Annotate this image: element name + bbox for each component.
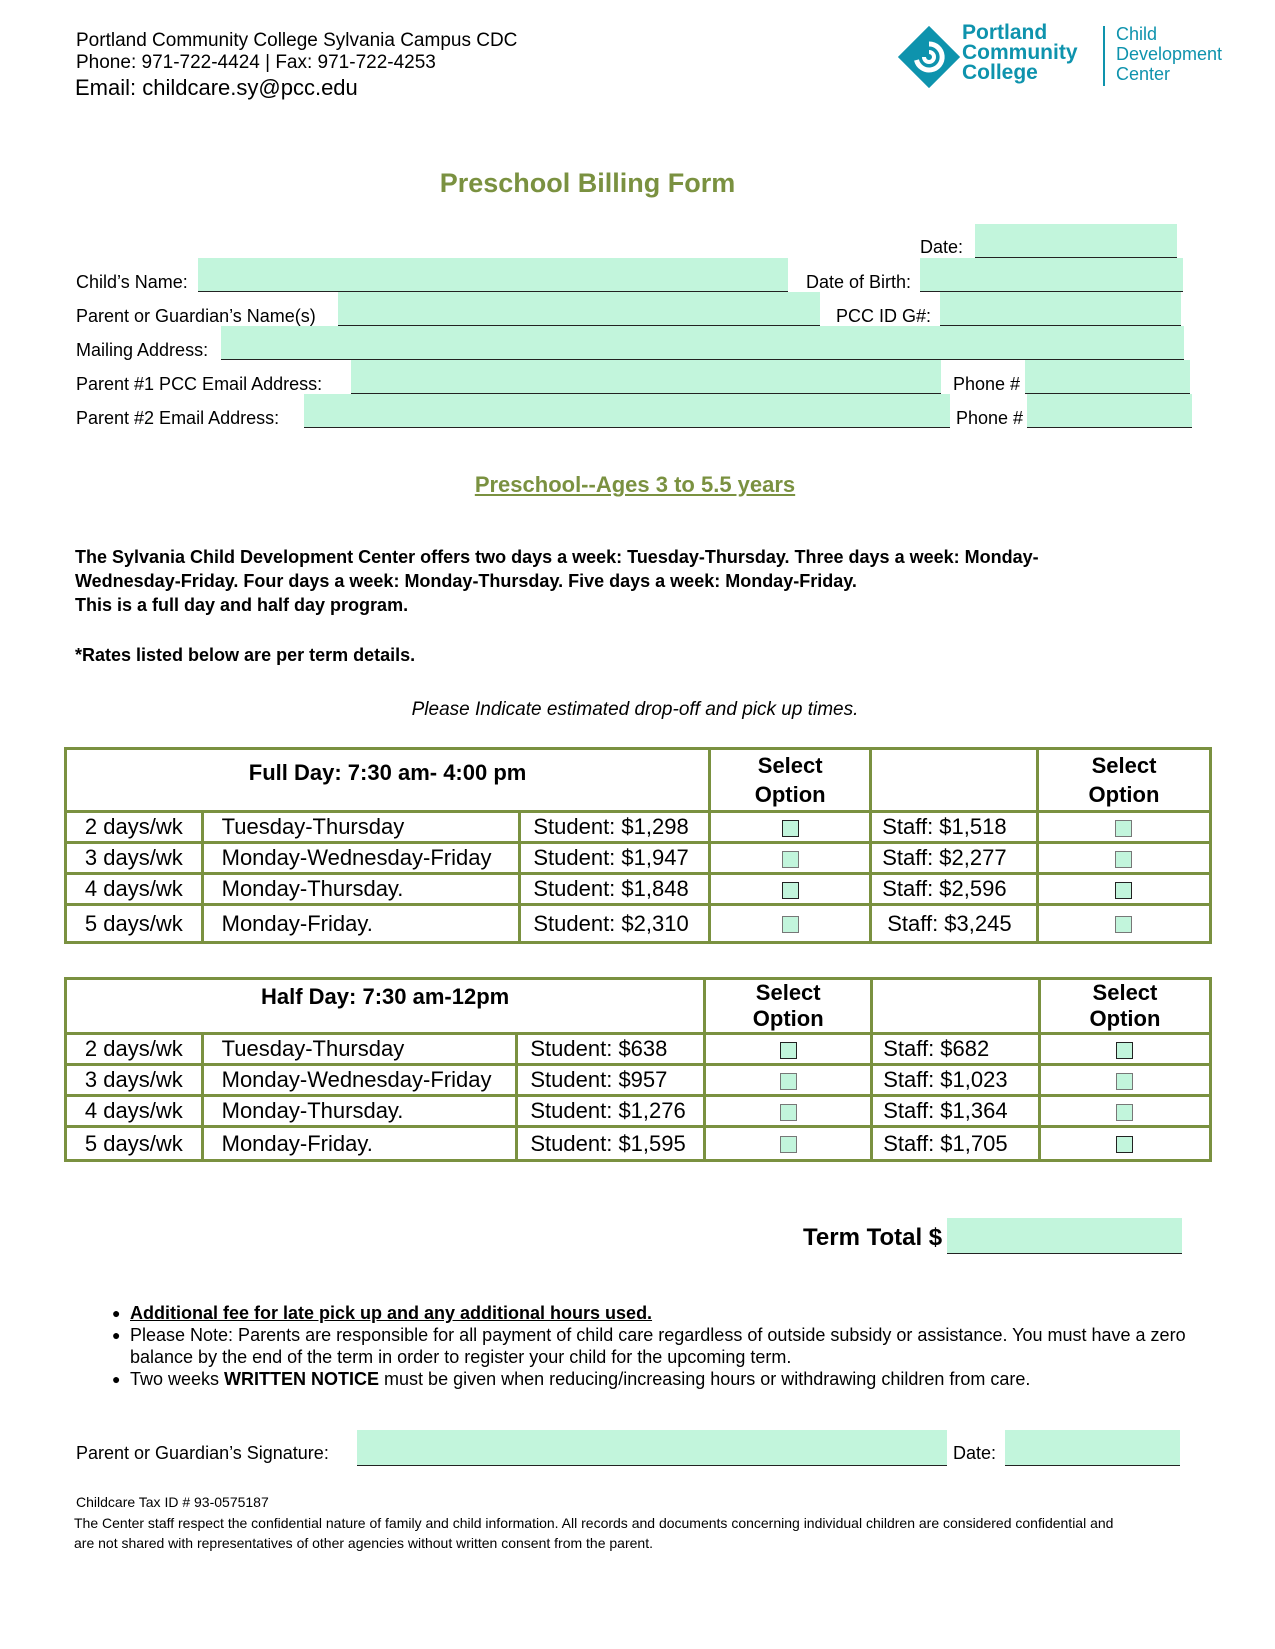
staff-rate-cell: Staff: $2,277 (871, 843, 1038, 874)
half-day-blank-header (872, 979, 1040, 1034)
dob-label: Date of Birth: (806, 272, 912, 292)
pcc-id-field[interactable] (940, 292, 1181, 326)
phone1-field[interactable] (1025, 360, 1190, 394)
days-cell: 2 days/wk (66, 812, 203, 843)
staff-rate-cell: Staff: $1,023 (872, 1065, 1040, 1096)
intro-line-1: The Sylvania Child Development Center offers two days a week: Tuesday-Thursday. Three days a week: Monday- (75, 547, 1039, 567)
half-day-header-row (66, 979, 1211, 1034)
half-day-header: Half Day: 7:30 am-12pm (66, 979, 705, 1034)
student-checkbox[interactable] (780, 1104, 797, 1121)
parent1-email-label: Parent #1 PCC Email Address: (76, 374, 323, 394)
days-cell: 3 days/wk (66, 843, 203, 874)
logo-mark-icon (898, 26, 960, 88)
logo-text-3: College (962, 61, 1038, 84)
table-row (66, 1065, 1211, 1096)
staff-rate-cell: Staff: $1,705 (872, 1127, 1040, 1161)
student-rate-cell: Student: $638 (517, 1034, 705, 1065)
notes-list (112, 1302, 1192, 1390)
logo-sub-3: Center (1116, 64, 1171, 84)
schedule-cell: Monday-Wednesday-Friday (202, 843, 520, 874)
staff-checkbox[interactable] (1115, 851, 1132, 868)
logo-sub-2: Development (1116, 44, 1223, 64)
days-cell: 4 days/wk (66, 1096, 203, 1127)
note-payment: ● Please Note: Parents are responsible for all payment of child care regardless of outside subsidy or assistance. You must have a zero balance by the end of the term in order to register your child for the upcoming term. (112, 1324, 1192, 1368)
header-line-1: Portland Community College Sylvania Campus CDC (76, 30, 518, 51)
days-cell: 4 days/wk (66, 874, 203, 905)
half-day-select-header-2: Select Option (1039, 979, 1210, 1034)
table-row (66, 843, 1211, 874)
mailing-field[interactable] (221, 326, 1184, 360)
intro-paragraph (75, 545, 1039, 617)
rates-note: *Rates listed below are per term details. (75, 645, 416, 665)
student-rate-cell: Student: $1,947 (520, 843, 710, 874)
student-checkbox[interactable] (780, 1073, 797, 1090)
student-checkbox[interactable] (782, 820, 799, 837)
table-row (66, 905, 1211, 943)
parent-name-label: Parent or Guardian’s Name(s) (76, 306, 316, 326)
intro-line-3: This is a full day and half day program. (75, 595, 409, 615)
mailing-label: Mailing Address: (76, 340, 209, 360)
staff-checkbox[interactable] (1115, 820, 1132, 837)
staff-rate-cell: Staff: $1,518 (871, 812, 1038, 843)
pcc-logo (898, 21, 1238, 88)
intro-line-2: Wednesday-Friday. Four days a week: Monday-Thursday. Five days a week: Monday-Friday. (75, 571, 857, 591)
schedule-cell: Monday-Friday. (202, 1127, 517, 1161)
signature-date-field[interactable] (1005, 1430, 1180, 1466)
student-checkbox[interactable] (782, 851, 799, 868)
tax-id: Childcare Tax ID # 93-0575187 (76, 1494, 269, 1510)
student-rate-cell: Student: $2,310 (520, 905, 710, 943)
section-title: Preschool--Ages 3 to 5.5 years (474, 472, 796, 497)
table-row (66, 1127, 1211, 1161)
staff-checkbox[interactable] (1116, 1073, 1133, 1090)
parent2-email-label: Parent #2 Email Address: (76, 408, 280, 428)
term-total-label: Term Total $ (803, 1224, 943, 1251)
page-title: Preschool Billing Form (439, 168, 736, 198)
full-day-table (64, 747, 1212, 944)
full-day-header-row (66, 749, 1211, 812)
staff-checkbox[interactable] (1115, 882, 1132, 899)
signature-field[interactable] (357, 1430, 947, 1466)
days-cell: 2 days/wk (66, 1034, 203, 1065)
phone1-label: Phone # (953, 374, 1021, 394)
table-row (66, 874, 1211, 905)
term-total-field[interactable] (947, 1218, 1182, 1254)
schedule-cell: Tuesday-Thursday (202, 812, 520, 843)
schedule-cell: Tuesday-Thursday (202, 1034, 517, 1065)
days-cell: 5 days/wk (66, 1127, 203, 1161)
logo-divider (1103, 26, 1105, 86)
half-day-select-header-1: Select Option (705, 979, 872, 1034)
schedule-cell: Monday-Wednesday-Friday (202, 1065, 517, 1096)
schedule-cell: Monday-Thursday. (202, 1096, 517, 1127)
staff-rate-cell: Staff: $1,364 (872, 1096, 1040, 1127)
staff-rate-cell: Staff: $2,596 (871, 874, 1038, 905)
staff-rate-cell: Staff: $3,245 (871, 905, 1038, 943)
times-note: Please Indicate estimated drop-off and pick up times. (411, 699, 859, 720)
full-day-header: Full Day: 7:30 am- 4:00 pm (66, 749, 710, 812)
student-checkbox[interactable] (782, 882, 799, 899)
phone2-field[interactable] (1027, 394, 1192, 428)
staff-checkbox[interactable] (1116, 1136, 1133, 1153)
half-day-table (64, 977, 1212, 1162)
full-day-select-header-2: Select Option (1037, 749, 1210, 812)
table-row (66, 1034, 1211, 1065)
table-row (66, 1096, 1211, 1127)
staff-rate-cell: Staff: $682 (872, 1034, 1040, 1065)
child-name-label: Child’s Name: (76, 272, 188, 292)
student-rate-cell: Student: $957 (517, 1065, 705, 1096)
full-day-select-header-1: Select Option (710, 749, 871, 812)
days-cell: 5 days/wk (66, 905, 203, 943)
logo-text-1: Portland (962, 21, 1048, 44)
staff-checkbox[interactable] (1115, 916, 1132, 933)
student-rate-cell: Student: $1,848 (520, 874, 710, 905)
parent2-email-field[interactable] (304, 394, 950, 428)
student-checkbox[interactable] (782, 916, 799, 933)
student-rate-cell: Student: $1,298 (520, 812, 710, 843)
schedule-cell: Monday-Friday. (202, 905, 520, 943)
child-name-field[interactable] (198, 258, 788, 292)
note-written-notice: ● Two weeks WRITTEN NOTICE must be given when reducing/increasing hours or withdrawing children from care. (112, 1368, 1192, 1390)
schedule-cell: Monday-Thursday. (202, 874, 520, 905)
date-field[interactable] (975, 224, 1177, 258)
student-checkbox[interactable] (780, 1136, 797, 1153)
pcc-id-label: PCC ID G#: (836, 306, 932, 326)
staff-checkbox[interactable] (1116, 1104, 1133, 1121)
confidentiality-note: The Center staff respect the confidential nature of family and child information. All records and documents concerning individual children are considered confidential and are not shared with representatives of other agencies without written consent from the parent. (74, 1515, 1114, 1551)
phone2-label: Phone # (956, 408, 1024, 428)
signature-date-label: Date: (953, 1443, 997, 1463)
staff-checkbox[interactable] (1116, 1042, 1133, 1059)
full-day-blank-header (871, 749, 1038, 812)
header-line-3: Email: childcare.sy@pcc.edu (75, 75, 358, 100)
student-checkbox[interactable] (780, 1042, 797, 1059)
date-label: Date: (920, 237, 964, 257)
header-line-2: Phone: 971-722-4424 | Fax: 971-722-4253 (76, 52, 436, 73)
days-cell: 3 days/wk (66, 1065, 203, 1096)
note-late-fee: ● Additional fee for late pick up and any additional hours used. (112, 1302, 1192, 1324)
parent1-email-field[interactable] (351, 360, 941, 394)
student-rate-cell: Student: $1,276 (517, 1096, 705, 1127)
logo-sub-1: Child (1116, 24, 1158, 44)
dob-field[interactable] (920, 258, 1183, 292)
parent-name-field[interactable] (338, 292, 820, 326)
table-row (66, 812, 1211, 843)
student-rate-cell: Student: $1,595 (517, 1127, 705, 1161)
logo-text-2: Community (962, 41, 1078, 64)
signature-label: Parent or Guardian’s Signature: (76, 1443, 329, 1463)
